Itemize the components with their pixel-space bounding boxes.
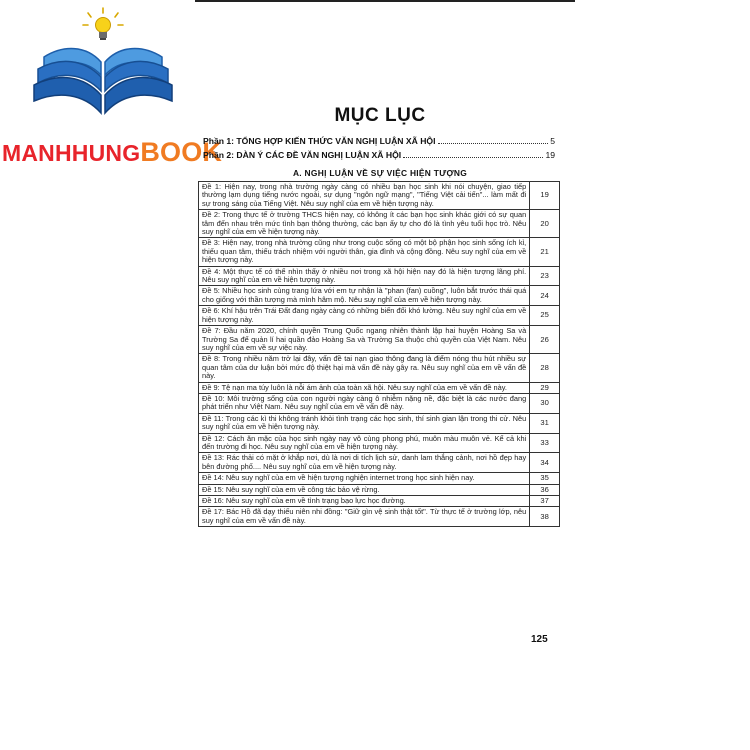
brand-name-part1: MANHHUNG (2, 140, 141, 166)
table-row (199, 286, 560, 306)
entry-page: 36 (530, 484, 560, 495)
entry-text: Đề 5: Nhiều học sinh cùng trang lứa với em tự nhận là "phan (fan) cuồng", luôn bắt trước thái quá cho giống với thần tượng mà mình hâm mộ. Nêu suy nghĩ của em về hiện tượng này. (199, 286, 530, 306)
entry-page: 29 (530, 382, 560, 393)
table-row (199, 507, 560, 527)
brand-logo (0, 0, 223, 175)
entry-page: 35 (530, 473, 560, 484)
entry-page: 21 (530, 238, 560, 266)
entry-page: 30 (530, 393, 560, 413)
entry-page: 38 (530, 507, 560, 527)
top-border-line (195, 0, 575, 2)
section-heading: A. NGHỊ LUẬN VỀ SỰ VIỆC HIỆN TƯỢNG (292, 168, 468, 178)
entry-page: 26 (530, 326, 560, 354)
entry-page: 25 (530, 306, 560, 326)
page-number: 125 (531, 634, 548, 645)
toc-part-2 (203, 150, 555, 160)
entry-page: 19 (530, 182, 560, 210)
brand-name-part2: BOOK (140, 137, 223, 167)
toc-table-body (199, 182, 560, 527)
entry-page: 28 (530, 354, 560, 382)
table-row (199, 413, 560, 433)
entry-page: 24 (530, 286, 560, 306)
entry-text: Đề 4: Một thực tế có thể nhìn thấy ở nhiều nơi trong xã hội hiện nay đó là hiện tượng lãng phí. Nêu suy nghĩ của em về hiện tượng này. (199, 266, 530, 286)
table-row (199, 393, 560, 413)
table-row (199, 182, 560, 210)
entry-text: Đề 17: Bác Hồ đã dạy thiếu niên nhi đồng: "Giữ gìn vệ sinh thật tốt". Từ thực tế ở trường lớp, nêu suy nghĩ của em về vấn đề này. (199, 507, 530, 527)
entry-page: 34 (530, 453, 560, 473)
entry-page: 37 (530, 496, 560, 507)
entry-text: Đề 12: Cách ăn mặc của học sinh ngày nay vô cùng phong phú, muôn màu muôn vẻ. Kể cả khi đến trường đi học. Nêu suy nghĩ của em về hiện tượng này. (199, 433, 530, 453)
entry-text: Đề 1: Hiện nay, trong nhà trường ngày càng có nhiều bạn học sinh khi nói chuyện, giao tiếp thường lạm dụng tiếng nước ngoài, sự dụng "ngôn ngữ mạng", "Tiếng Việt cải tiến"... làm mất đi sự trong sáng của Tiếng Việt. Nêu suy nghĩ của em về hiện tượng này. (199, 182, 530, 210)
toc-part-label: Phần 1: TỔNG HỢP KIẾN THỨC VĂN NGHỊ LUẬN XÃ HỘI (203, 136, 436, 146)
entry-text: Đề 2: Trong thực tế ở trường THCS hiện nay, có không ít các bạn học sinh khác giới có sự quan tâm đến nhau trên mức tình bạn thông thường, các bạn ấy tự cho đó là tình yêu tuổi học trò. Nêu suy nghĩ của em về hiện tượng này. (199, 210, 530, 238)
toc-part-page: 19 (545, 150, 555, 160)
entry-page: 20 (530, 210, 560, 238)
entry-text: Đề 10: Môi trường sống của con người ngày càng ô nhiễm nặng nề, đặc biệt là các nước đang phát triển như Việt Nam. Nêu suy nghĩ của em về vấn đề này. (199, 393, 530, 413)
table-row (199, 382, 560, 393)
toc-part-page: 5 (550, 136, 555, 146)
table-row (199, 326, 560, 354)
brand-name (2, 137, 222, 168)
entry-text: Đề 14: Nêu suy nghĩ của em về hiện tượng nghiện internet trong học sinh hiện nay. (199, 473, 530, 484)
toc-part-label: Phần 2: DÀN Ý CÁC ĐỀ VĂN NGHỊ LUẬN XÃ HỘI (203, 150, 402, 160)
table-row (199, 354, 560, 382)
table-row (199, 306, 560, 326)
entry-page: 23 (530, 266, 560, 286)
table-row (199, 266, 560, 286)
entry-page: 31 (530, 413, 560, 433)
entry-text: Đề 16: Nêu suy nghĩ của em về tình trạng bạo lực học đường. (199, 496, 530, 507)
page-title: MỤC LỤC (334, 105, 426, 126)
entry-text: Đề 9: Tệ nạn ma túy luôn là nỗi ám ảnh của toàn xã hội. Nêu suy nghĩ của em về vấn đề này. (199, 382, 530, 393)
toc-part-1 (203, 136, 555, 146)
toc-table (198, 181, 560, 527)
entry-text: Đề 11: Trong các kì thi không tránh khỏi tình trạng các học sinh, thí sinh gian lận trong thi cử. Nêu suy nghĩ của em về hiện tượng này. (199, 413, 530, 433)
table-row (199, 210, 560, 238)
dot-leader (403, 151, 543, 158)
table-row (199, 453, 560, 473)
open-book-lightbulb-icon (28, 5, 178, 135)
entry-text: Đề 15: Nêu suy nghĩ của em về công tác bảo vệ rừng. (199, 484, 530, 495)
table-row (199, 433, 560, 453)
entry-text: Đề 7: Đầu năm 2020, chính quyền Trung Quốc ngang nhiên thành lập hai huyện Hoàng Sa và Trường Sa để quản lí hai quần đảo Hoàng Sa và Trường Sa thuộc chủ quyền của Việt Nam. Nêu suy nghĩ của em về sự việc này. (199, 326, 530, 354)
table-row (199, 484, 560, 495)
entry-page: 33 (530, 433, 560, 453)
entry-text: Đề 13: Rác thải có mặt ở khắp nơi, dù là nơi di tích lịch sử, danh lam thắng cảnh, nơi hồ đẹp hay bên đường phố.... Nêu suy nghĩ của em về hiện tượng này. (199, 453, 530, 473)
entry-text: Đề 8: Trong nhiều năm trở lại đây, vấn đề tai nạn giao thông đang là điểm nóng thu hút nhiều sự quan tâm của dư luận bởi mức độ thiệt hại mà vấn đề này gây ra. Nêu suy nghĩ của em về vấn đề này. (199, 354, 530, 382)
entry-text: Đề 6: Khí hậu trên Trái Đất đang ngày càng có những biến đổi khó lường. Nêu suy nghĩ của em về hiện tượng này. (199, 306, 530, 326)
dot-leader (438, 137, 549, 144)
table-row (199, 496, 560, 507)
entry-text: Đề 3: Hiện nay, trong nhà trường cũng như trong cuộc sống có một bộ phận học sinh sống ích kỉ, thiếu quan tâm, thiếu trách nhiệm với người thân, gia đình và cộng đồng. Nêu suy nghĩ của em về hiện tượng này. (199, 238, 530, 266)
table-row (199, 473, 560, 484)
table-row (199, 238, 560, 266)
